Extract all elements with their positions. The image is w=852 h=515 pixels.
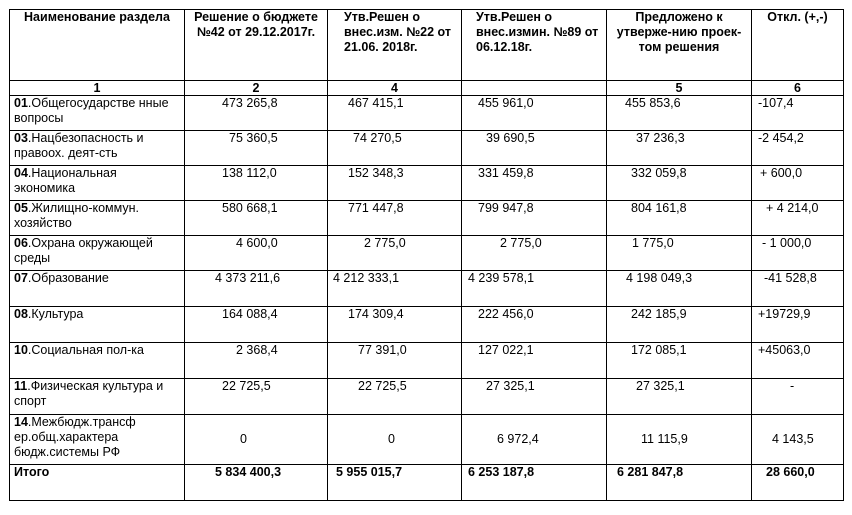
column-number: 6 bbox=[752, 81, 844, 96]
header-section-name: Наименование раздела bbox=[10, 10, 185, 81]
table-row bbox=[10, 271, 844, 307]
cell-budget-decision: 473 265,8 bbox=[185, 96, 328, 131]
cell-deviation: -2 454,2 bbox=[752, 131, 844, 166]
table-row bbox=[10, 166, 844, 201]
cell-amendment-89: 27 325,1 bbox=[462, 379, 607, 415]
cell-budget-decision: 22 725,5 bbox=[185, 379, 328, 415]
cell-amendment-22: 2 775,0 bbox=[328, 236, 462, 271]
section-code: 14 bbox=[14, 415, 28, 429]
cell-deviation: -107,4 bbox=[752, 96, 844, 131]
header-row bbox=[10, 10, 844, 81]
total-proposed: 6 281 847,8 bbox=[607, 465, 752, 501]
section-title: .Общегосударстве нные вопросы bbox=[14, 96, 169, 125]
cell-deviation: - 1 000,0 bbox=[752, 236, 844, 271]
cell-proposed: 4 198 049,3 bbox=[607, 271, 752, 307]
cell-proposed: 242 185,9 bbox=[607, 307, 752, 343]
column-number: 2 bbox=[185, 81, 328, 96]
section-name bbox=[10, 343, 185, 379]
budget-table bbox=[9, 9, 844, 501]
section-name bbox=[10, 201, 185, 236]
cell-proposed: 27 325,1 bbox=[607, 379, 752, 415]
table-row bbox=[10, 379, 844, 415]
table-row bbox=[10, 96, 844, 131]
cell-deviation: 4 143,5 bbox=[752, 415, 844, 465]
section-name bbox=[10, 307, 185, 343]
cell-amendment-89: 799 947,8 bbox=[462, 201, 607, 236]
cell-amendment-89: 6 972,4 bbox=[462, 415, 607, 465]
section-title: .Межбюдж.трансф ер.общ.характера бюдж.системы РФ bbox=[14, 415, 136, 459]
section-code: 10 bbox=[14, 343, 28, 357]
section-name bbox=[10, 166, 185, 201]
cell-budget-decision: 580 668,1 bbox=[185, 201, 328, 236]
cell-budget-decision: 75 360,5 bbox=[185, 131, 328, 166]
section-title: .Социальная пол-ка bbox=[27, 343, 144, 357]
section-title: .Жилищно-коммун. хозяйство bbox=[14, 201, 139, 230]
column-number bbox=[462, 81, 607, 96]
section-code: 11 bbox=[14, 379, 28, 393]
section-name bbox=[10, 96, 185, 131]
column-number: 1 bbox=[10, 81, 185, 96]
cell-proposed: 1 775,0 bbox=[607, 236, 752, 271]
section-name bbox=[10, 415, 185, 465]
cell-amendment-89: 127 022,1 bbox=[462, 343, 607, 379]
section-code: 07 bbox=[14, 271, 28, 285]
cell-amendment-22: 0 bbox=[328, 415, 462, 465]
cell-proposed: 37 236,3 bbox=[607, 131, 752, 166]
header-proposed: Предложено к утверже-нию проек-том решения bbox=[607, 10, 752, 81]
table-row bbox=[10, 415, 844, 465]
cell-amendment-89: 222 456,0 bbox=[462, 307, 607, 343]
cell-proposed: 804 161,8 bbox=[607, 201, 752, 236]
total-label: Итого bbox=[10, 465, 185, 501]
cell-amendment-22: 4 212 333,1 bbox=[328, 271, 462, 307]
cell-deviation: -41 528,8 bbox=[752, 271, 844, 307]
cell-deviation: - bbox=[752, 379, 844, 415]
header-budget-decision: Решение о бюджете №42 от 29.12.2017г. bbox=[185, 10, 328, 81]
header-deviation: Откл. (+,-) bbox=[752, 10, 844, 81]
total-row bbox=[10, 465, 844, 501]
cell-amendment-89: 455 961,0 bbox=[462, 96, 607, 131]
total-budget-decision: 5 834 400,3 bbox=[185, 465, 328, 501]
cell-proposed: 172 085,1 bbox=[607, 343, 752, 379]
header-amendment-22: Утв.Решен о внес.изм. №22 от 21.06. 2018г. bbox=[328, 10, 462, 81]
section-title: .Охрана окружающей среды bbox=[14, 236, 153, 265]
table-row bbox=[10, 343, 844, 379]
total-amendment-22: 5 955 015,7 bbox=[328, 465, 462, 501]
table-row bbox=[10, 201, 844, 236]
section-name bbox=[10, 271, 185, 307]
cell-amendment-22: 74 270,5 bbox=[328, 131, 462, 166]
cell-budget-decision: 4 600,0 bbox=[185, 236, 328, 271]
section-code: 05 bbox=[14, 201, 28, 215]
column-number-row bbox=[10, 81, 844, 96]
total-amendment-89: 6 253 187,8 bbox=[462, 465, 607, 501]
cell-amendment-22: 467 415,1 bbox=[328, 96, 462, 131]
section-title: .Национальная экономика bbox=[14, 166, 117, 195]
cell-amendment-22: 174 309,4 bbox=[328, 307, 462, 343]
section-name bbox=[10, 379, 185, 415]
cell-budget-decision: 138 112,0 bbox=[185, 166, 328, 201]
cell-deviation: +45063,0 bbox=[752, 343, 844, 379]
cell-budget-decision: 164 088,4 bbox=[185, 307, 328, 343]
table-row bbox=[10, 131, 844, 166]
section-code: 04 bbox=[14, 166, 28, 180]
cell-deviation: +19729,9 bbox=[752, 307, 844, 343]
column-number: 5 bbox=[607, 81, 752, 96]
header-amendment-89: Утв.Решен о внес.измин. №89 от 06.12.18г. bbox=[462, 10, 607, 81]
section-code: 06 bbox=[14, 236, 28, 250]
section-name bbox=[10, 131, 185, 166]
cell-proposed: 455 853,6 bbox=[607, 96, 752, 131]
section-title: .Культура bbox=[27, 307, 84, 321]
total-deviation: 28 660,0 bbox=[752, 465, 844, 501]
cell-amendment-89: 4 239 578,1 bbox=[462, 271, 607, 307]
cell-amendment-89: 331 459,8 bbox=[462, 166, 607, 201]
section-code: 08 bbox=[14, 307, 28, 321]
section-title: .Нацбезопасность и правоох. деят-сть bbox=[14, 131, 144, 160]
cell-proposed: 11 115,9 bbox=[607, 415, 752, 465]
cell-amendment-89: 2 775,0 bbox=[462, 236, 607, 271]
table-row bbox=[10, 236, 844, 271]
cell-budget-decision: 2 368,4 bbox=[185, 343, 328, 379]
section-name bbox=[10, 236, 185, 271]
cell-budget-decision: 0 bbox=[185, 415, 328, 465]
cell-amendment-89: 39 690,5 bbox=[462, 131, 607, 166]
cell-deviation: + 600,0 bbox=[752, 166, 844, 201]
table-row bbox=[10, 307, 844, 343]
cell-amendment-22: 77 391,0 bbox=[328, 343, 462, 379]
cell-budget-decision: 4 373 211,6 bbox=[185, 271, 328, 307]
column-number: 4 bbox=[328, 81, 462, 96]
cell-proposed: 332 059,8 bbox=[607, 166, 752, 201]
section-title: .Физическая культура и спорт bbox=[14, 379, 164, 408]
section-code: 01 bbox=[14, 96, 28, 110]
cell-amendment-22: 22 725,5 bbox=[328, 379, 462, 415]
cell-deviation: + 4 214,0 bbox=[752, 201, 844, 236]
cell-amendment-22: 152 348,3 bbox=[328, 166, 462, 201]
section-code: 03 bbox=[14, 131, 28, 145]
cell-amendment-22: 771 447,8 bbox=[328, 201, 462, 236]
section-title: .Образование bbox=[27, 271, 109, 285]
